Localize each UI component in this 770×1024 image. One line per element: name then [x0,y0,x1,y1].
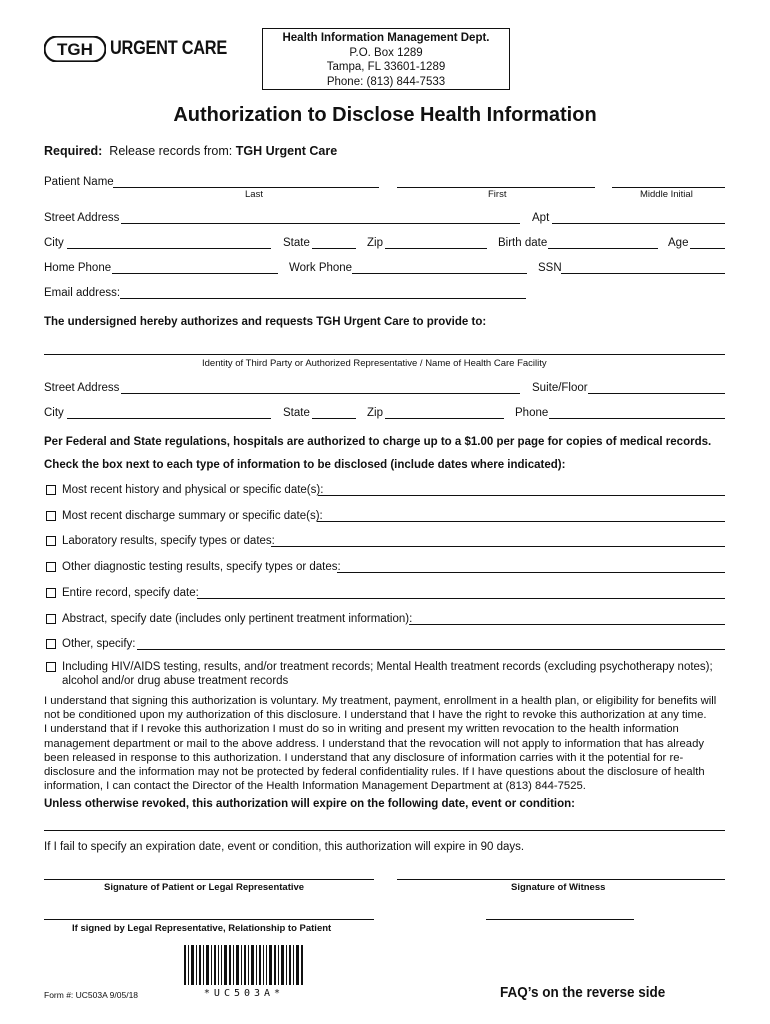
abstract-field[interactable] [409,624,725,625]
understanding-line: management department or mail to the above address. I understand that the revocation will not apply to information that has already [44,737,704,750]
option-entire-record: Entire record, specify date: [62,587,199,599]
understanding-line: I understand that signing this authorization is voluntary. My treatment, payment, enrollment in a health plan, or eligibility for benefits will [44,695,717,707]
logo-text: URGENT CARE [110,38,228,59]
recipient-state-field[interactable] [312,418,356,419]
relationship-field[interactable] [44,919,374,920]
release-from-label: Release records from: [109,144,233,158]
svg-text:TGH: TGH [57,40,93,59]
checkbox-entire-record[interactable] [46,588,56,598]
recipient-state-label: State [283,407,310,419]
dept-name: Health Information Management Dept. [282,32,490,44]
expiration-heading: Unless otherwise revoked, this authorization will expire on the following date, event or condition: [44,798,575,810]
city-state-zip: Tampa, FL 33601-1289 [326,61,446,73]
recipient-zip-field[interactable] [385,418,504,419]
first-name-field[interactable] [397,187,595,188]
apt-field[interactable] [552,223,725,224]
recipient-street-label: Street Address [44,382,120,394]
checkbox-discharge-summary[interactable] [46,511,56,521]
diagnostic-testing-field[interactable] [337,572,725,573]
street-label: Street Address [44,212,120,224]
witness-signature-label: Signature of Witness [511,882,606,893]
required-line [44,144,337,158]
street-field[interactable] [121,223,520,224]
understanding-line: I understand that if I revoke this authorization I must do so in writing and present my written revocation to the health information [44,723,679,736]
checkbox-diagnostic-testing[interactable] [46,562,56,572]
suite-label: Suite/Floor [532,382,588,394]
work-phone-field[interactable] [352,273,527,274]
faq-note: FAQ’s on the reverse side [500,984,666,1001]
understanding-line: not be conditioned upon my authorization of this disclosure. I understand that I have the right to revoke this authorization at any time. [44,709,707,722]
work-phone-label: Work Phone [289,262,353,274]
page-title: Authorization to Disclose Health Information [173,104,597,126]
checkbox-hiv-mental-health[interactable] [46,662,56,672]
tgh-logo-icon [44,36,106,62]
option-diagnostic-testing: Other diagnostic testing results, specify types or dates: [62,561,341,573]
recipient-heading: The undersigned hereby authorizes and requests TGH Urgent Care to provide to: [44,316,487,328]
expiration-field[interactable] [44,830,725,831]
understanding-paragraph [44,694,734,793]
city-label: City [44,237,64,249]
state-label: State [283,237,310,249]
city-field[interactable] [67,248,271,249]
recipient-phone-label: Phone [515,407,549,419]
address-box [262,28,510,90]
charge-notice: Per Federal and State regulations, hospitals are authorized to charge up to a $1.00 per page for copies of medical records. [44,436,712,448]
form-number: Form #: UC503A 9/05/18 [44,990,139,1000]
barcode-text: *UC503A* [203,988,285,999]
other-field[interactable] [137,649,725,650]
barcode-icon [184,945,304,985]
checkbox-abstract[interactable] [46,614,56,624]
option-laboratory: Laboratory results, specify types or dates: [62,535,275,547]
ssn-label: SSN [538,262,562,274]
age-label: Age [668,237,689,249]
checkbox-history-physical[interactable] [46,485,56,495]
option-abstract: Abstract, specify date (includes only pertinent treatment information): [62,613,413,625]
recipient-identity-field[interactable] [44,354,725,355]
witness-date-field[interactable] [486,919,634,920]
checkbox-laboratory[interactable] [46,536,56,546]
email-field[interactable] [120,298,526,299]
recipient-zip-label: Zip [367,407,383,419]
last-caption: Last [245,189,263,200]
required-label: Required: [44,144,103,158]
first-caption: First [488,189,507,200]
birth-date-label: Birth date [498,237,548,249]
understanding-line: information, I can contact the Director of the Health Information Management Department at (813) 844-7525. [44,780,586,793]
zip-label: Zip [367,237,383,249]
birth-date-field[interactable] [548,248,658,249]
recipient-street-field[interactable] [121,393,520,394]
understanding-line: been released in response to this authorization. I understand that any disclosure of information carries with it the potential for re- [44,751,684,764]
apt-label: Apt [532,212,550,224]
state-field[interactable] [312,248,356,249]
entire-record-field[interactable] [197,598,725,599]
middle-caption: Middle Initial [640,189,693,200]
zip-field[interactable] [385,248,487,249]
option-discharge-summary: Most recent discharge summary or specific date(s): [62,510,323,522]
recipient-city-field[interactable] [67,418,271,419]
home-phone-label: Home Phone [44,262,112,274]
option-hiv-line1: Including HIV/AIDS testing, results, and/or treatment records; Mental Health treatment records (excluding psychotherapy notes); [62,661,713,673]
witness-signature-field[interactable] [397,879,725,880]
middle-initial-field[interactable] [612,187,725,188]
patient-signature-field[interactable] [44,879,374,880]
laboratory-field[interactable] [271,546,725,547]
recipient-phone-field[interactable] [549,418,725,419]
option-hiv-line2: alcohol and/or drug abuse treatment records [62,675,289,687]
po-box: P.O. Box 1289 [349,46,423,59]
patient-signature-label: Signature of Patient or Legal Representative [104,882,305,893]
expiration-default: If I fail to specify an expiration date, event or condition, this authorization will expire in 90 days. [44,841,525,853]
suite-field[interactable] [588,393,725,394]
home-phone-field[interactable] [112,273,278,274]
last-name-field[interactable] [113,187,379,188]
age-field[interactable] [690,248,725,249]
patient-name-label: Patient Name [44,176,114,188]
history-physical-field[interactable] [318,495,725,496]
ssn-field[interactable] [561,273,725,274]
option-history-physical: Most recent history and physical or specific date(s): [62,484,324,496]
release-facility: TGH Urgent Care [235,144,338,158]
recipient-identity-caption: Identity of Third Party or Authorized Representative / Name of Health Care Facility [202,358,547,369]
checkbox-other[interactable] [46,639,56,649]
recipient-city-label: City [44,407,64,419]
email-label: Email address: [44,287,121,299]
relationship-label: If signed by Legal Representative, Relationship to Patient [72,923,332,934]
dept-phone: Phone: (813) 844-7533 [326,75,446,88]
understanding-line: disclosure and the information may not be protected by federal confidentiality rules. If I have questions about the disclosure of health [44,766,705,779]
option-other: Other, specify: [62,638,136,650]
discharge-summary-field[interactable] [317,521,725,522]
check-heading: Check the box next to each type of information to be disclosed (include dates where indicated): [44,459,566,471]
